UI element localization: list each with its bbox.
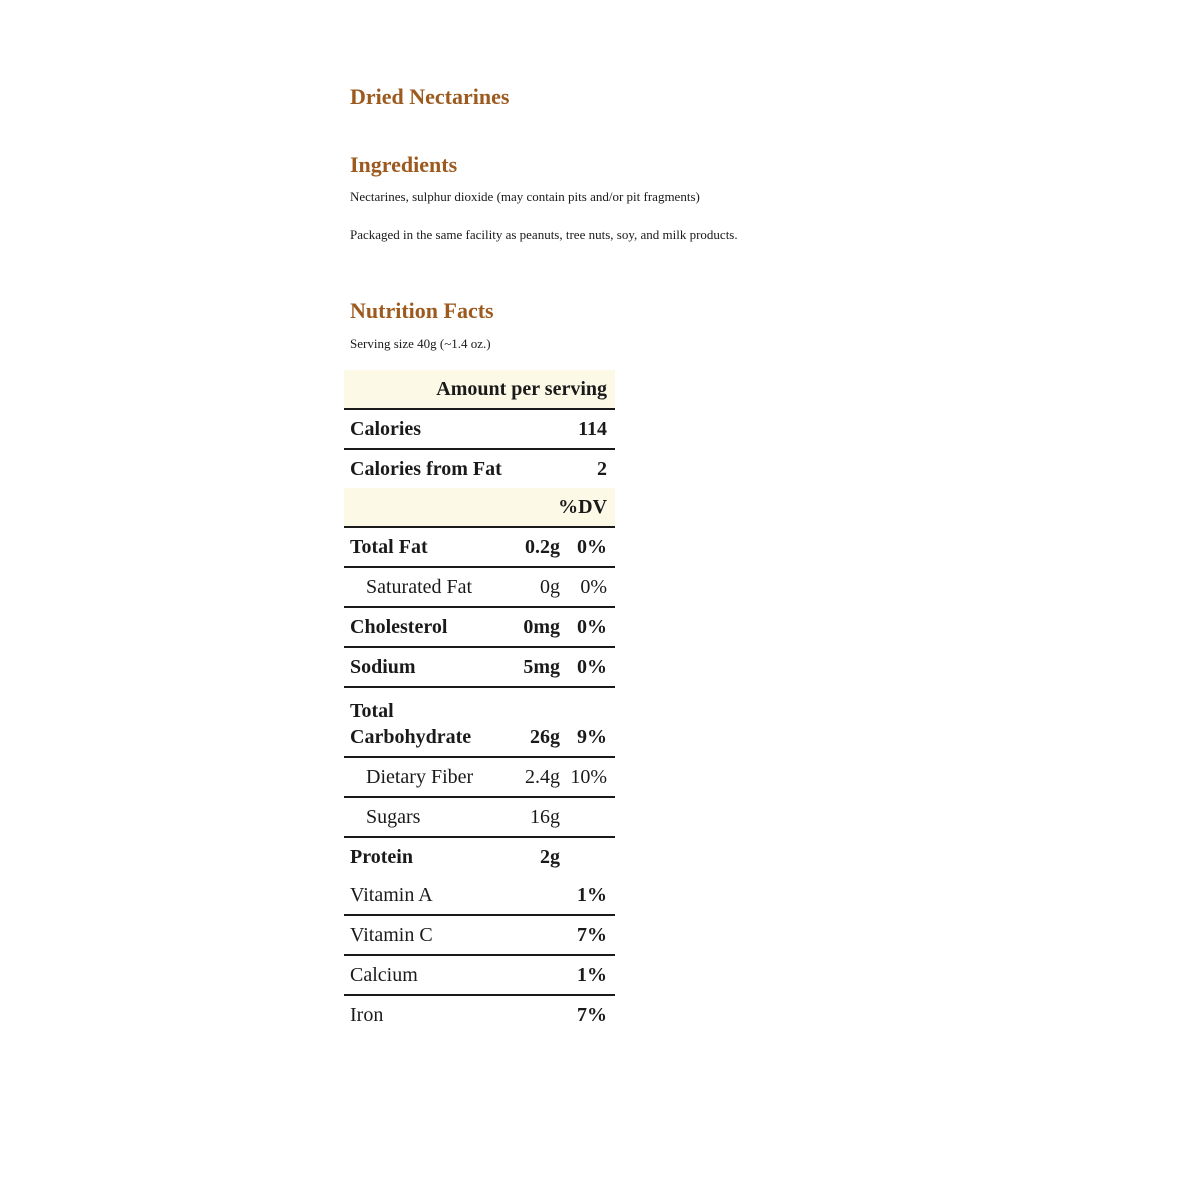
nutrient-row	[344, 607, 615, 647]
vitamin-dv: 7%	[560, 915, 615, 955]
vitamin-row	[344, 955, 615, 995]
amount-header-row	[344, 370, 615, 409]
nutrient-dv	[560, 837, 615, 876]
allergen-facility-text: Packaged in the same facility as peanuts, tree nuts, soy, and milk products.	[350, 227, 738, 242]
nutrient-row	[344, 567, 615, 607]
vitamin-label: Vitamin C	[344, 915, 560, 955]
calories-fat-label: Calories from Fat	[350, 458, 502, 480]
dv-header-row	[344, 488, 615, 527]
calories-row	[344, 409, 615, 449]
ingredients-heading: Ingredients	[350, 152, 458, 177]
nutrient-dv: 0%	[560, 607, 615, 647]
calories-value: 114	[560, 409, 615, 449]
nutrient-dv: 0%	[560, 567, 615, 607]
nutrient-dv: 0%	[560, 647, 615, 687]
nutrient-label: Sodium	[344, 647, 510, 687]
product-title: Dried Nectarines	[350, 84, 510, 109]
nutrient-amount: 0g	[510, 567, 560, 607]
nutrient-row	[344, 757, 615, 797]
nutrient-dv: 10%	[560, 757, 615, 797]
dv-header: %DV	[344, 488, 615, 527]
nutrient-label: Dietary Fiber	[344, 757, 510, 797]
nutrition-heading: Nutrition Facts	[350, 298, 494, 323]
nutrient-label: Protein	[350, 846, 413, 868]
nutrient-row	[344, 687, 615, 757]
vitamin-label: Vitamin A	[344, 876, 560, 915]
nutrient-amount: 2g	[540, 846, 560, 868]
amount-header: Amount per serving	[344, 370, 615, 409]
nutrient-amount: 5mg	[510, 647, 560, 687]
vitamin-dv: 7%	[577, 1004, 608, 1026]
vitamin-row	[344, 876, 615, 915]
vitamin-label: Iron	[350, 1004, 384, 1026]
nutrient-amount: 2.4g	[510, 757, 560, 797]
nutrient-row	[344, 797, 615, 837]
nutrient-amount: 0mg	[510, 607, 560, 647]
calories-label: Calories	[344, 409, 560, 449]
nutrient-amount: 26g	[510, 687, 560, 757]
nutrient-label: Saturated Fat	[344, 567, 510, 607]
nutrient-label: Cholesterol	[344, 607, 510, 647]
nutrient-dv	[560, 797, 615, 837]
serving-size: Serving size 40g (~1.4 oz.)	[350, 336, 491, 351]
nutrient-label: Sugars	[344, 797, 510, 837]
vitamin-row	[344, 915, 615, 955]
nutrient-label: Total Fat	[344, 527, 510, 567]
nutrient-row	[344, 647, 615, 687]
nutrient-dv: 0%	[560, 527, 615, 567]
vitamin-row	[344, 995, 615, 1034]
vitamin-dv: 1%	[560, 955, 615, 995]
ingredients-text: Nectarines, sulphur dioxide (may contain pits and/or pit fragments)	[350, 189, 700, 204]
vitamin-label: Calcium	[344, 955, 560, 995]
nutrient-dv: 9%	[560, 687, 615, 757]
calories-fat-row	[344, 449, 615, 488]
nutrient-row	[344, 837, 615, 876]
vitamin-dv: 1%	[560, 876, 615, 915]
nutrient-label: Total Carbohydrate	[344, 687, 510, 757]
nutrient-row	[344, 527, 615, 567]
nutrition-facts-table	[344, 370, 615, 1034]
nutrient-amount: 16g	[510, 797, 560, 837]
nutrient-amount: 0.2g	[510, 527, 560, 567]
calories-fat-value: 2	[597, 458, 608, 480]
